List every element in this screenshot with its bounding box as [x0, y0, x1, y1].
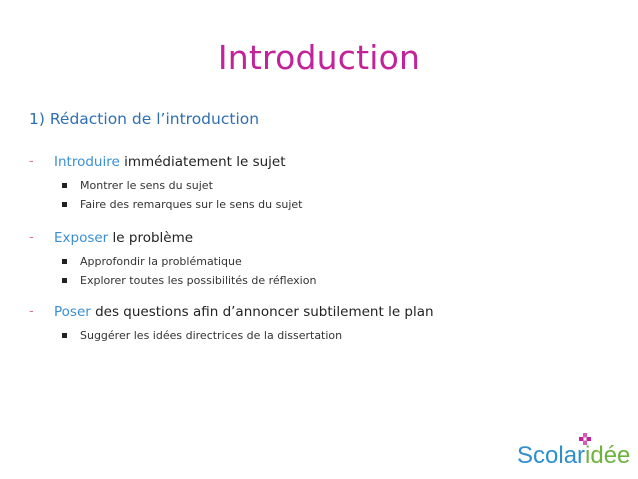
- list-item-text: Explorer toutes les possibilités de réflexion: [80, 274, 317, 287]
- list-item: [29, 195, 619, 214]
- list-item: [29, 176, 619, 195]
- scolaridee-logo: [517, 441, 635, 471]
- section-heading-rest: des questions afin d’annoncer subtilement le plan: [90, 304, 434, 320]
- logo-text-part1: Scolar: [517, 442, 586, 469]
- section-exposer: [29, 228, 619, 290]
- list-item-text: Montrer le sens du sujet: [80, 179, 213, 192]
- section-keyword: Exposer: [54, 230, 109, 246]
- section-poser: [29, 302, 619, 345]
- list-item-text: Faire des remarques sur le sens du sujet: [80, 198, 303, 211]
- section-keyword: Introduire: [54, 154, 120, 170]
- section-heading: [29, 152, 619, 172]
- square-bullet-icon: [62, 278, 67, 283]
- list-item: [29, 326, 619, 345]
- section-heading-text: [54, 302, 434, 322]
- section-heading: [29, 302, 619, 322]
- square-bullet-icon: [62, 183, 67, 188]
- list-item-text: Approfondir la problématique: [80, 255, 242, 268]
- bullet-list: [29, 176, 619, 214]
- bullet-list: [29, 326, 619, 345]
- square-bullet-icon: [62, 333, 67, 338]
- section-heading: [29, 228, 619, 248]
- dash-marker: -: [29, 304, 34, 319]
- list-item-text: Suggérer les idées directrices de la dissertation: [80, 329, 343, 342]
- dash-marker: -: [29, 230, 34, 245]
- section-heading-text: [54, 152, 286, 172]
- bullet-list: [29, 252, 619, 290]
- section-keyword: Poser: [54, 304, 91, 320]
- logo-text-part2: idée: [585, 442, 631, 469]
- section-heading-text: [54, 228, 193, 248]
- square-bullet-icon: [62, 259, 67, 264]
- list-item: [29, 252, 619, 271]
- dash-marker: -: [29, 154, 34, 169]
- section-heading-rest: immédiatement le sujet: [119, 154, 286, 170]
- slide-subtitle: 1) Rédaction de l’introduction: [29, 110, 260, 128]
- list-item: [29, 271, 619, 290]
- square-bullet-icon: [62, 202, 67, 207]
- slide-title: Introduction: [217, 38, 421, 77]
- section-introduire: [29, 152, 619, 214]
- section-heading-rest: le problème: [108, 230, 194, 246]
